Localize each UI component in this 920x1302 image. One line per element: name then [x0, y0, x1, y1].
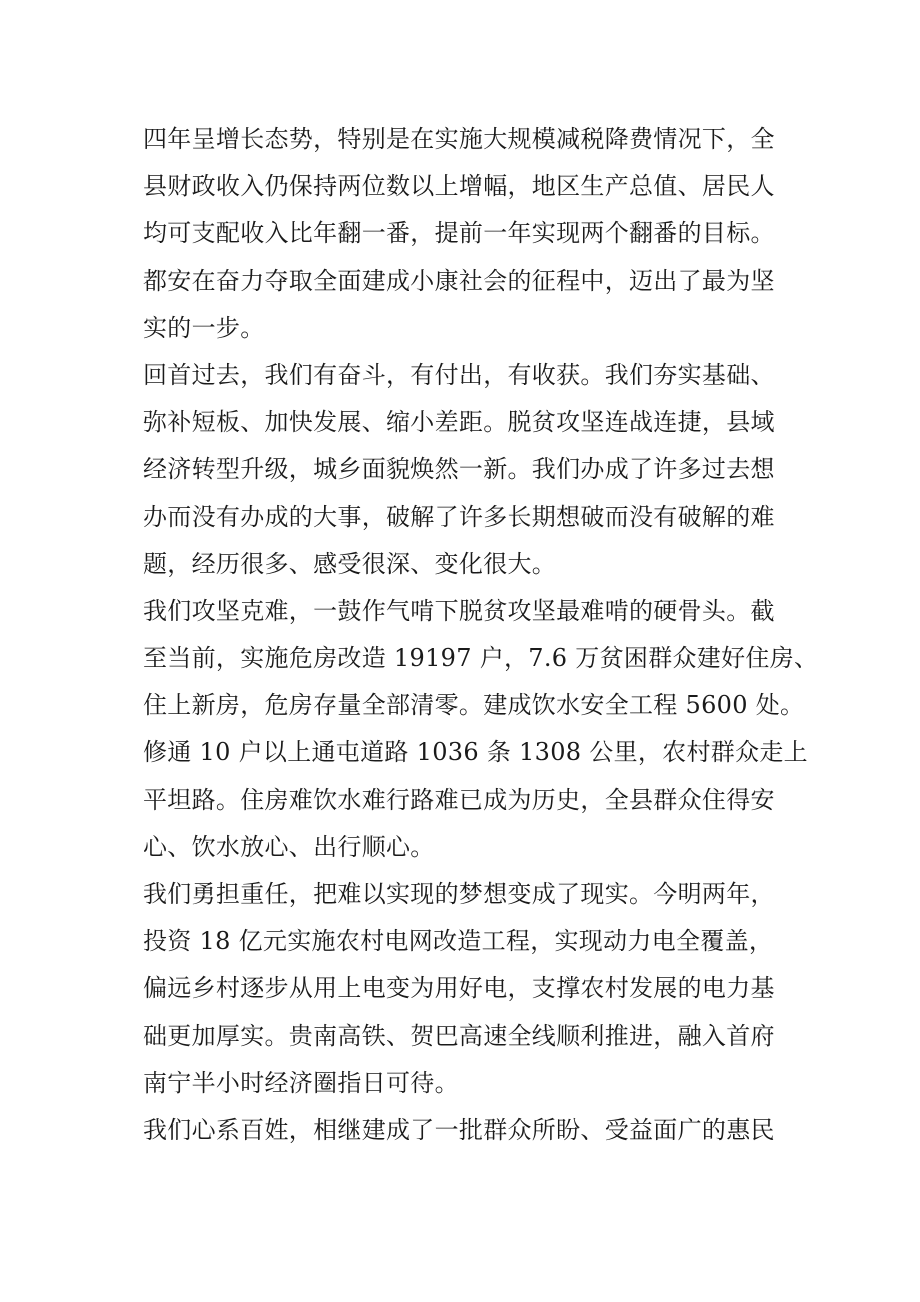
- text-line: 县财政收入仍保持两位数以上增幅，地区生产总值、居民人: [143, 172, 775, 201]
- text-line: 办而没有办成的大事，破解了许多长期想破而没有破解的难: [143, 502, 775, 531]
- text-line: 回首过去，我们有奋斗，有付出，有收获。我们夯实基础、: [143, 360, 775, 389]
- text-line: 四年呈增长态势，特别是在实施大规模减税降费情况下，全: [143, 125, 775, 153]
- text-line: 经济转型升级，城乡面貌焕然一新。我们办成了许多过去想: [143, 455, 775, 484]
- text-line: 础更加厚实。贵南高铁、贺巴高速全线顺利推进，融入首府: [143, 1021, 775, 1050]
- text-line: 投资 18 亿元实施农村电网改造工程，实现动力电全覆盖，: [143, 927, 774, 956]
- text-line: 实的一步。: [143, 313, 265, 342]
- text-line: 均可支配收入比年翻一番，提前一年实现两个翻番的目标。: [143, 219, 775, 248]
- body-text: [143, 116, 819, 1154]
- text-line: 南宁半小时经济圈指日可待。: [143, 1068, 459, 1097]
- text-line: 心、饮水放心、出行顺心。: [143, 832, 435, 861]
- text-line: 题，经历很多、感受很深、变化很大。: [143, 549, 557, 578]
- text-line: 弥补短板、加快发展、缩小差距。脱贫攻坚连战连捷，县域: [143, 408, 775, 437]
- text-line: 我们心系百姓，相继建成了一批群众所盼、受益面广的惠民: [143, 1115, 775, 1144]
- text-line: 我们攻坚克难，一鼓作气啃下脱贫攻坚最难啃的硬骨头。截: [143, 596, 775, 625]
- text-line: 至当前，实施危房改造 19197 户，7.6 万贫困群众建好住房、: [143, 644, 819, 673]
- text-line: 都安在奋力夺取全面建成小康社会的征程中，迈出了最为坚: [143, 266, 775, 295]
- text-line: 修通 10 户以上通屯道路 1036 条 1308 公里，农村群众走上: [143, 738, 808, 767]
- text-line: 住上新房，危房存量全部清零。建成饮水安全工程 5600 处。: [143, 691, 805, 720]
- text-line: 平坦路。住房难饮水难行路难已成为历史，全县群众住得安: [143, 785, 775, 814]
- text-line: 我们勇担重任，把难以实现的梦想变成了现实。今明两年，: [143, 880, 775, 908]
- text-line: 偏远乡村逐步从用上电变为用好电，支撑农村发展的电力基: [143, 974, 775, 1003]
